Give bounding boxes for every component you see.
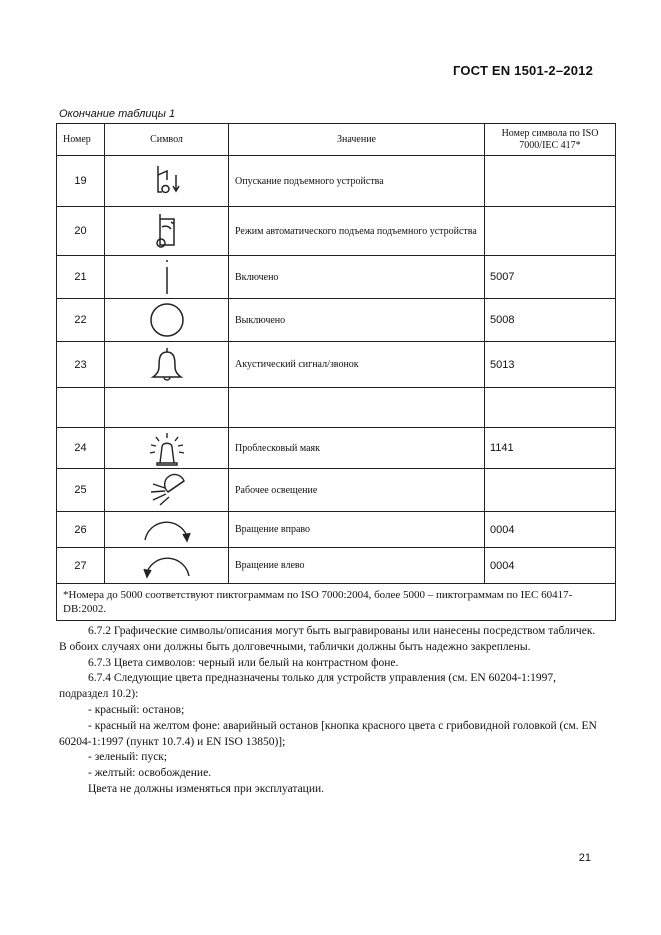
row-number: 22 (57, 299, 105, 342)
meaning-cell (229, 388, 485, 428)
list-item: - зеленый: пуск; (88, 751, 168, 764)
iso-cell: 0004 (485, 512, 616, 548)
iso-cell: 5008 (485, 299, 616, 342)
symbol-cell (105, 156, 229, 207)
table-row (57, 388, 616, 428)
table-row (57, 207, 616, 256)
symbol-cell (105, 469, 229, 512)
bell-icon (147, 345, 187, 385)
list-item: - желтый: освобождение. (88, 767, 212, 780)
symbol-cell (105, 428, 229, 469)
symbol-cell (105, 548, 229, 584)
column-header-iso: Номер символа по ISO 7000/IEC 417* (485, 124, 616, 156)
symbol-cell (105, 207, 229, 256)
iso-cell (485, 469, 616, 512)
document-header: ГОСТ EN 1501-2–2012 (452, 63, 593, 78)
meaning-cell: Проблесковый маяк (229, 428, 485, 469)
table-row (57, 256, 616, 299)
iso-cell: 5013 (485, 342, 616, 388)
iso-cell: 1141 (485, 428, 616, 469)
meaning-cell: Рабочее освещение (229, 469, 485, 512)
symbols-table (56, 123, 616, 621)
table-row (57, 342, 616, 388)
table-row (57, 299, 616, 342)
paragraph-6-7-4: 6.7.4 Следующие цвета предназначены только для устройств управления (см. EN 60204-1:1997, подраздел 10.2): (59, 672, 557, 701)
row-number (57, 388, 105, 428)
table-row (57, 548, 616, 584)
power-on-icon (157, 258, 177, 296)
column-header-symbol: Символ (105, 124, 229, 156)
auto-lift-mode-icon (147, 211, 187, 251)
table-caption: Окончание таблицы 1 (59, 108, 176, 120)
meaning-cell: Вращение влево (229, 548, 485, 584)
row-number: 26 (57, 512, 105, 548)
column-header-meaning: Значение (229, 124, 485, 156)
row-number: 21 (57, 256, 105, 299)
row-number: 24 (57, 428, 105, 469)
column-header-number: Номер (57, 124, 105, 156)
power-off-icon (147, 300, 187, 340)
row-number: 23 (57, 342, 105, 388)
meaning-cell: Выключено (229, 299, 485, 342)
paragraph-colors-note: Цвета не должны изменяться при эксплуатации. (88, 782, 325, 795)
body-text (59, 624, 600, 798)
meaning-cell: Опускание подъемного устройства (229, 156, 485, 207)
table-row (57, 156, 616, 207)
row-number: 19 (57, 156, 105, 207)
table-row (57, 428, 616, 469)
list-item: - красный: останов; (88, 703, 185, 716)
symbol-cell (105, 256, 229, 299)
table-row (57, 512, 616, 548)
row-number: 20 (57, 207, 105, 256)
iso-cell (485, 156, 616, 207)
symbol-cell (105, 512, 229, 548)
table-row (57, 469, 616, 512)
paragraph-6-7-3: 6.7.3 Цвета символов: черный или белый на контрастном фоне. (88, 656, 399, 669)
lowering-device-icon (142, 163, 192, 199)
iso-cell: 5007 (485, 256, 616, 299)
paragraph-6-7-2: 6.7.2 Графические символы/описания могут быть выгравированы или нанесены посредством табличек. В обоих случаях они должны быть долговечными, таблички должны быть надежно закреплены. (59, 625, 596, 653)
list-item: - красный на желтом фоне: аварийный останов [кнопка красного цвета с грибовидной головкой (см. EN 60204-1:1997 (пункт 10.7.4) и EN ISO 13850)]; (59, 719, 597, 748)
meaning-cell: Вращение вправо (229, 512, 485, 548)
footnote-row (57, 584, 616, 621)
rotate-right-icon (139, 514, 195, 546)
table-footnote: *Номера до 5000 соответствуют пиктограммам по ISO 7000:2004, более 5000 – пиктограммам по IEC 60417-DB:2002. (57, 584, 616, 621)
meaning-cell: Режим автоматического подъема подъемного устройства (229, 207, 485, 256)
iso-cell (485, 207, 616, 256)
beacon-icon (145, 429, 189, 467)
symbol-cell (105, 299, 229, 342)
iso-cell: 0004 (485, 548, 616, 584)
page-number: 21 (578, 852, 591, 864)
row-number: 27 (57, 548, 105, 584)
meaning-cell: Акустический сигнал/звонок (229, 342, 485, 388)
row-number: 25 (57, 469, 105, 512)
meaning-cell: Включено (229, 256, 485, 299)
rotate-left-icon (139, 550, 195, 582)
symbol-cell (105, 342, 229, 388)
work-light-icon (140, 472, 194, 508)
symbol-cell (105, 388, 229, 428)
table-header-row (57, 124, 616, 156)
iso-cell (485, 388, 616, 428)
